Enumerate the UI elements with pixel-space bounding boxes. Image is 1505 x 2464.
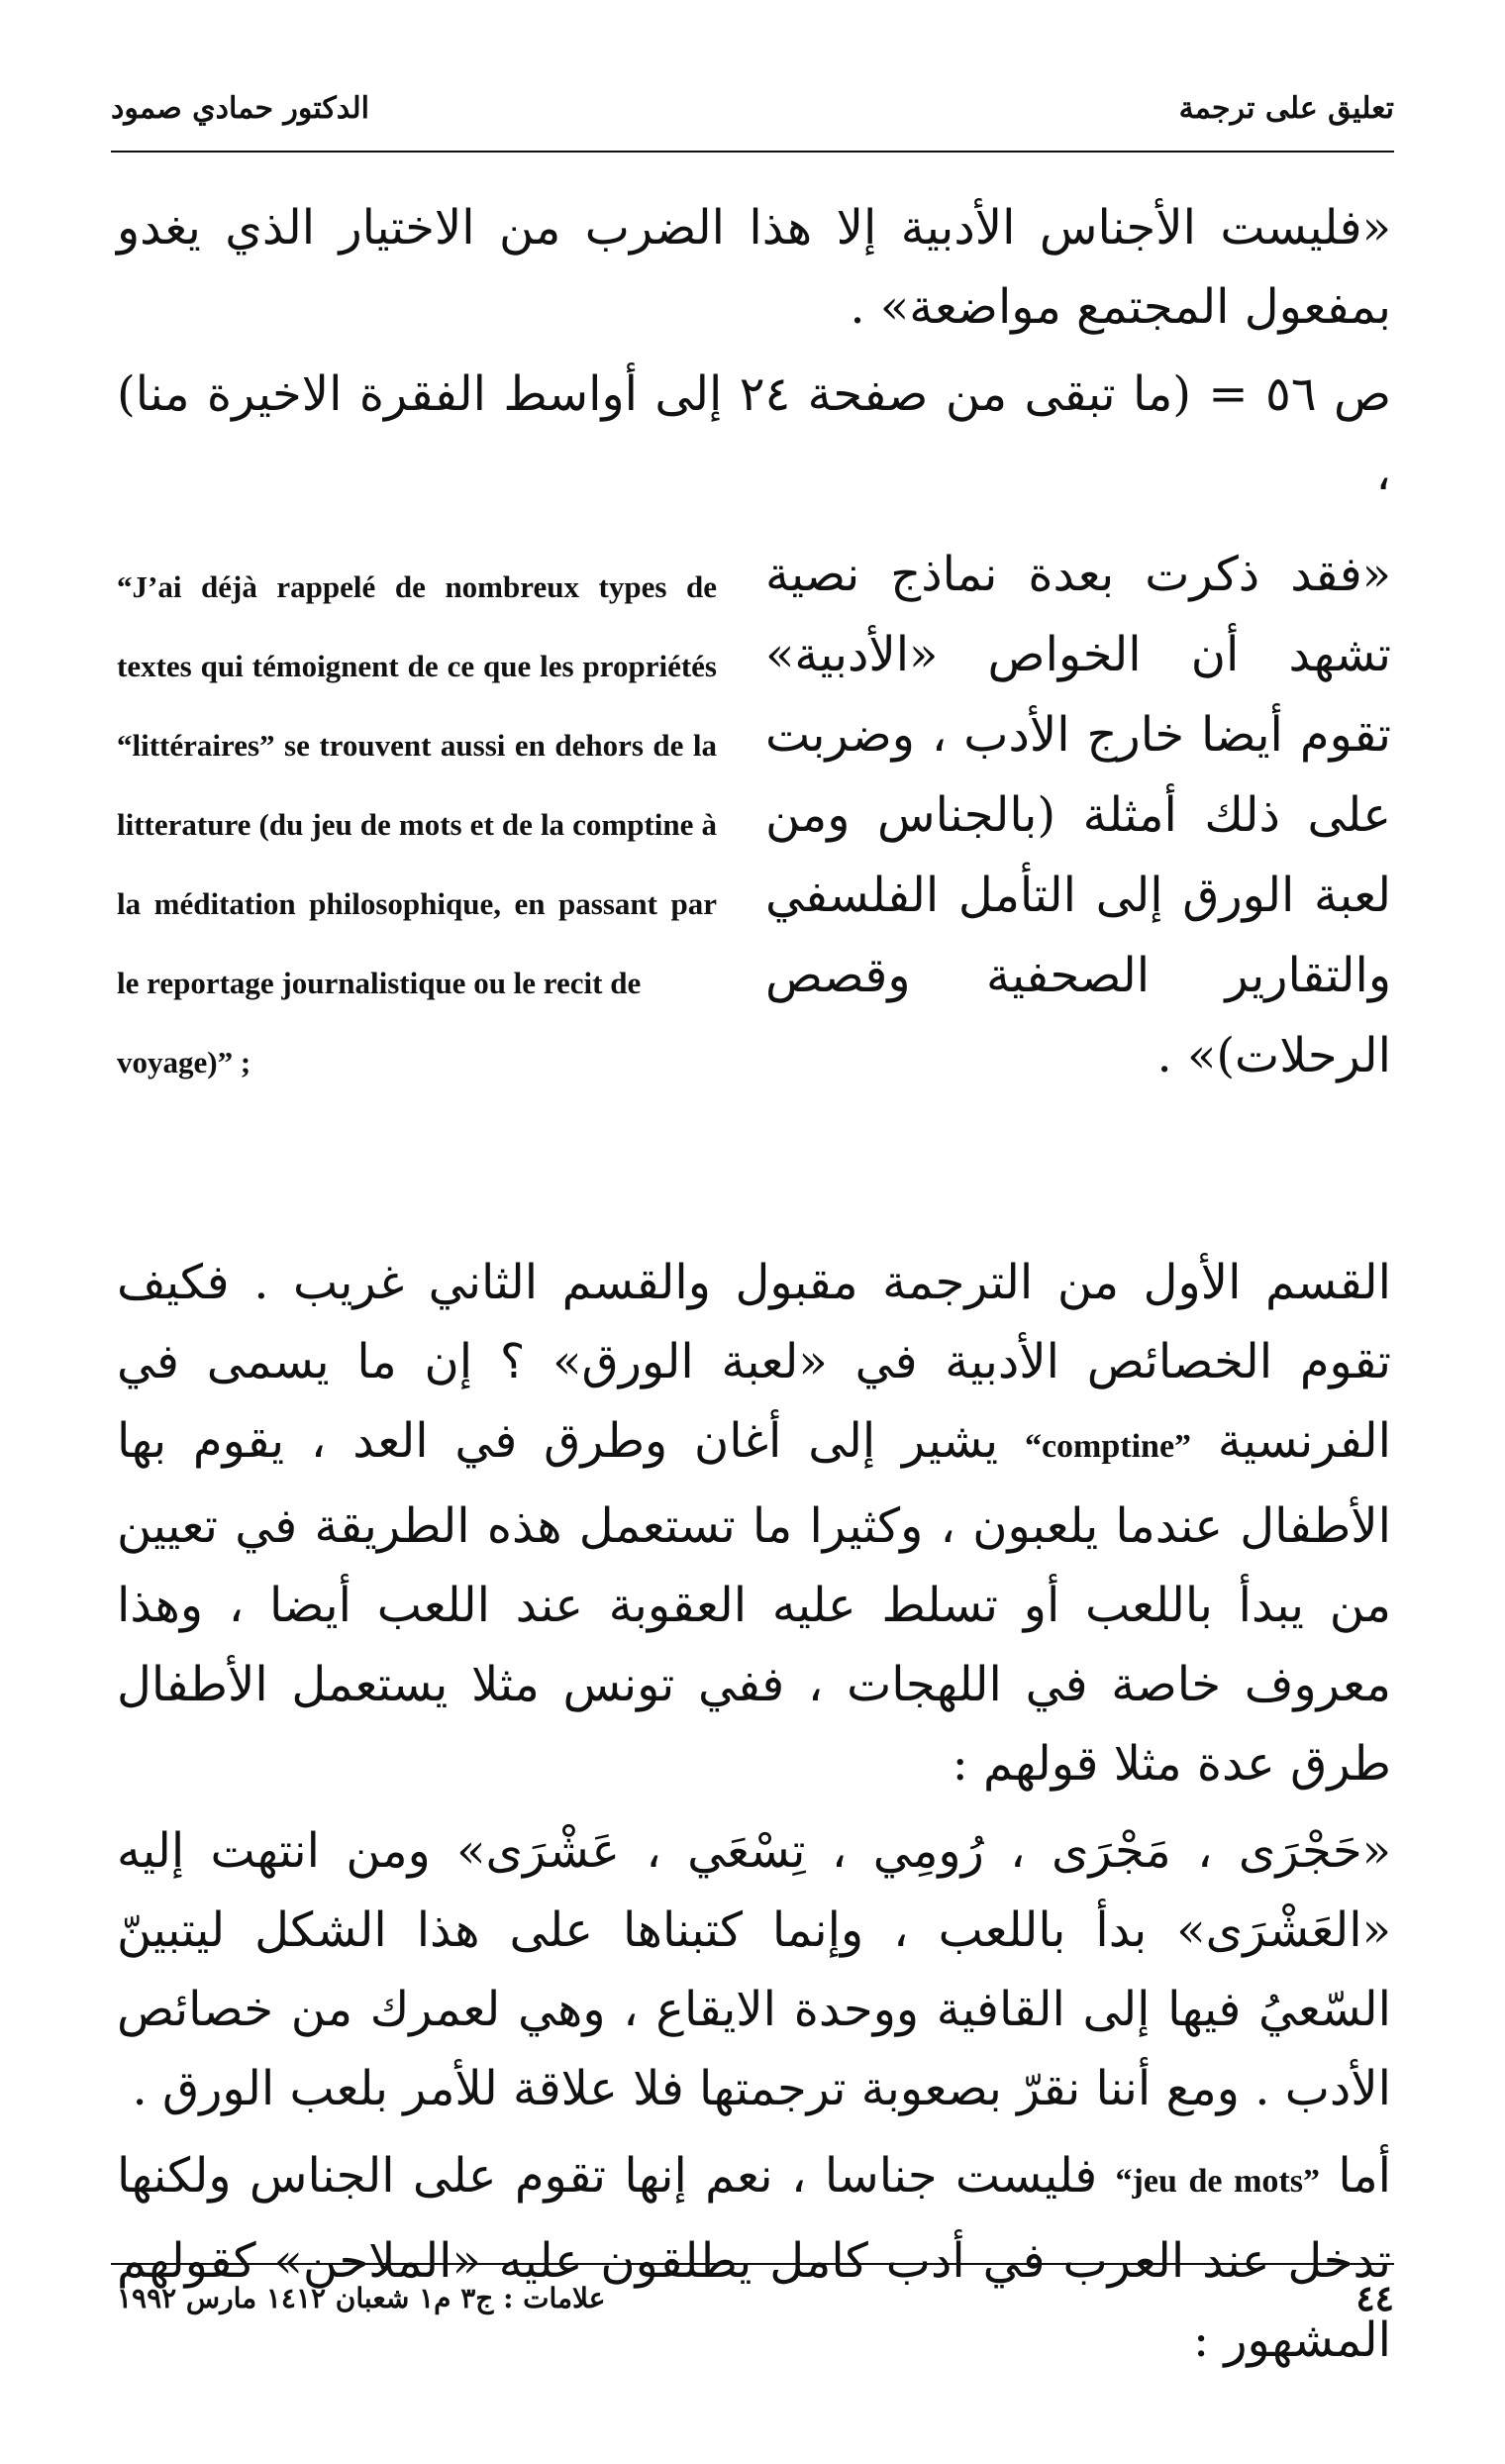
commentary-paragraph-3	[117, 2136, 1391, 2380]
intro-reference: ص ٥٦ = (ما تبقى من صفحة ٢٤ إلى أواسط الفقرة الاخيرة منا) ،	[117, 366, 1392, 501]
commentary-paragraph-2: «حَجْرَى ، مَجْرَى ، رُومِي ، تِسْعَي ، عَشْرَى» ومن انتهت إليه «العَشْرَى» بدأ باللعب ، وإنما كتبناها على هذا الشكل ليتبينّ السّعيُ فيها إلى القافية ووحدة الايقاع ، وهي لعمرك من خصائص الأدب . ومع أننا نقرّ بصعوبة ترجمتها فلا علاقة للأمر بلعب الورق .	[117, 1823, 1391, 2116]
paragraph-1-text-a: القسم الأول من الترجمة مقبول والقسم الثاني غريب . فكيف تقوم الخصائص الأدبية في «لعبة الورق» ؟ إن ما يسمى في الفرنسية	[117, 1255, 1391, 1469]
intro-block	[117, 188, 1391, 513]
french-original-text: “J’ai déjà rappelé de nombreux types de textes qui témoignent de ce que les propriétés “littéraires” se trouvent aussi en dehors de la litterature (du jeu de mots et de la comptine à la méditation philosophique, en passant par le reportage journalistique ou le recit de	[117, 569, 717, 1000]
term-comptine: “comptine”	[1024, 1428, 1192, 1465]
arabic-translation-column	[765, 535, 1391, 1096]
paragraph-3-text-a: أما	[1338, 2148, 1392, 2204]
page-number: ٤٤	[1355, 2278, 1394, 2319]
commentary-paragraph-1	[117, 1243, 1391, 1803]
running-header	[111, 91, 1394, 151]
header-author: الدكتور حمادي صمود	[111, 91, 369, 126]
header-title: تعليق على ترجمة	[1178, 91, 1394, 126]
header-rule	[111, 151, 1394, 153]
paragraph-3-text-b: فليست جناسا ، نعم إنها تقوم على الجناس ولكنها تدخل عند العرب في أدب كامل يطلقون عليه «الملاحن» كقولهم المشهور :	[117, 2148, 1391, 2368]
term-jeu-de-mots: “jeu de mots”	[1115, 2163, 1320, 2200]
footer-rule	[111, 2263, 1394, 2265]
journal-info: علامات : ج٣ م١ شعبان ١٤١٢ مارس ١٩٩٢	[117, 2282, 606, 2314]
paragraph-1-text-b: يشير إلى أغان وطرق في العد ، يقوم بها الأطفال عندما يلعبون ، وكثيرا ما تستعمل هذه الطريقة في تعيين من يبدأ باللعب أو تسلط عليه العقوبة عند اللعب أيضا ، وهذا معروف خاصة في اللهجات ، ففي تونس مثلا يستعمل الأطفال طرق عدة مثلا قولهم :	[117, 1413, 1392, 1792]
arabic-translation-text: «فقد ذكرت بعدة نماذج نصية تشهد أن الخواص «الأدبية» تقوم أيضا خارج الأدب ، وضربت على ذلك أمثلة (بالجناس ومن لعبة الورق إلى التأمل الفلسفي والتقارير الصحفية وقصص الرحلات)» .	[765, 547, 1391, 1083]
french-original-ending: voyage)” ;	[117, 1045, 251, 1079]
page-footer	[111, 2278, 1394, 2327]
commentary-block	[117, 1243, 1391, 2380]
intro-quote: «فليست الأجناس الأدبية إلا هذا الضرب من الاختيار الذي يغدو بمفعول المجتمع مواضعة» .	[117, 200, 1391, 335]
french-original-column	[117, 548, 717, 1102]
